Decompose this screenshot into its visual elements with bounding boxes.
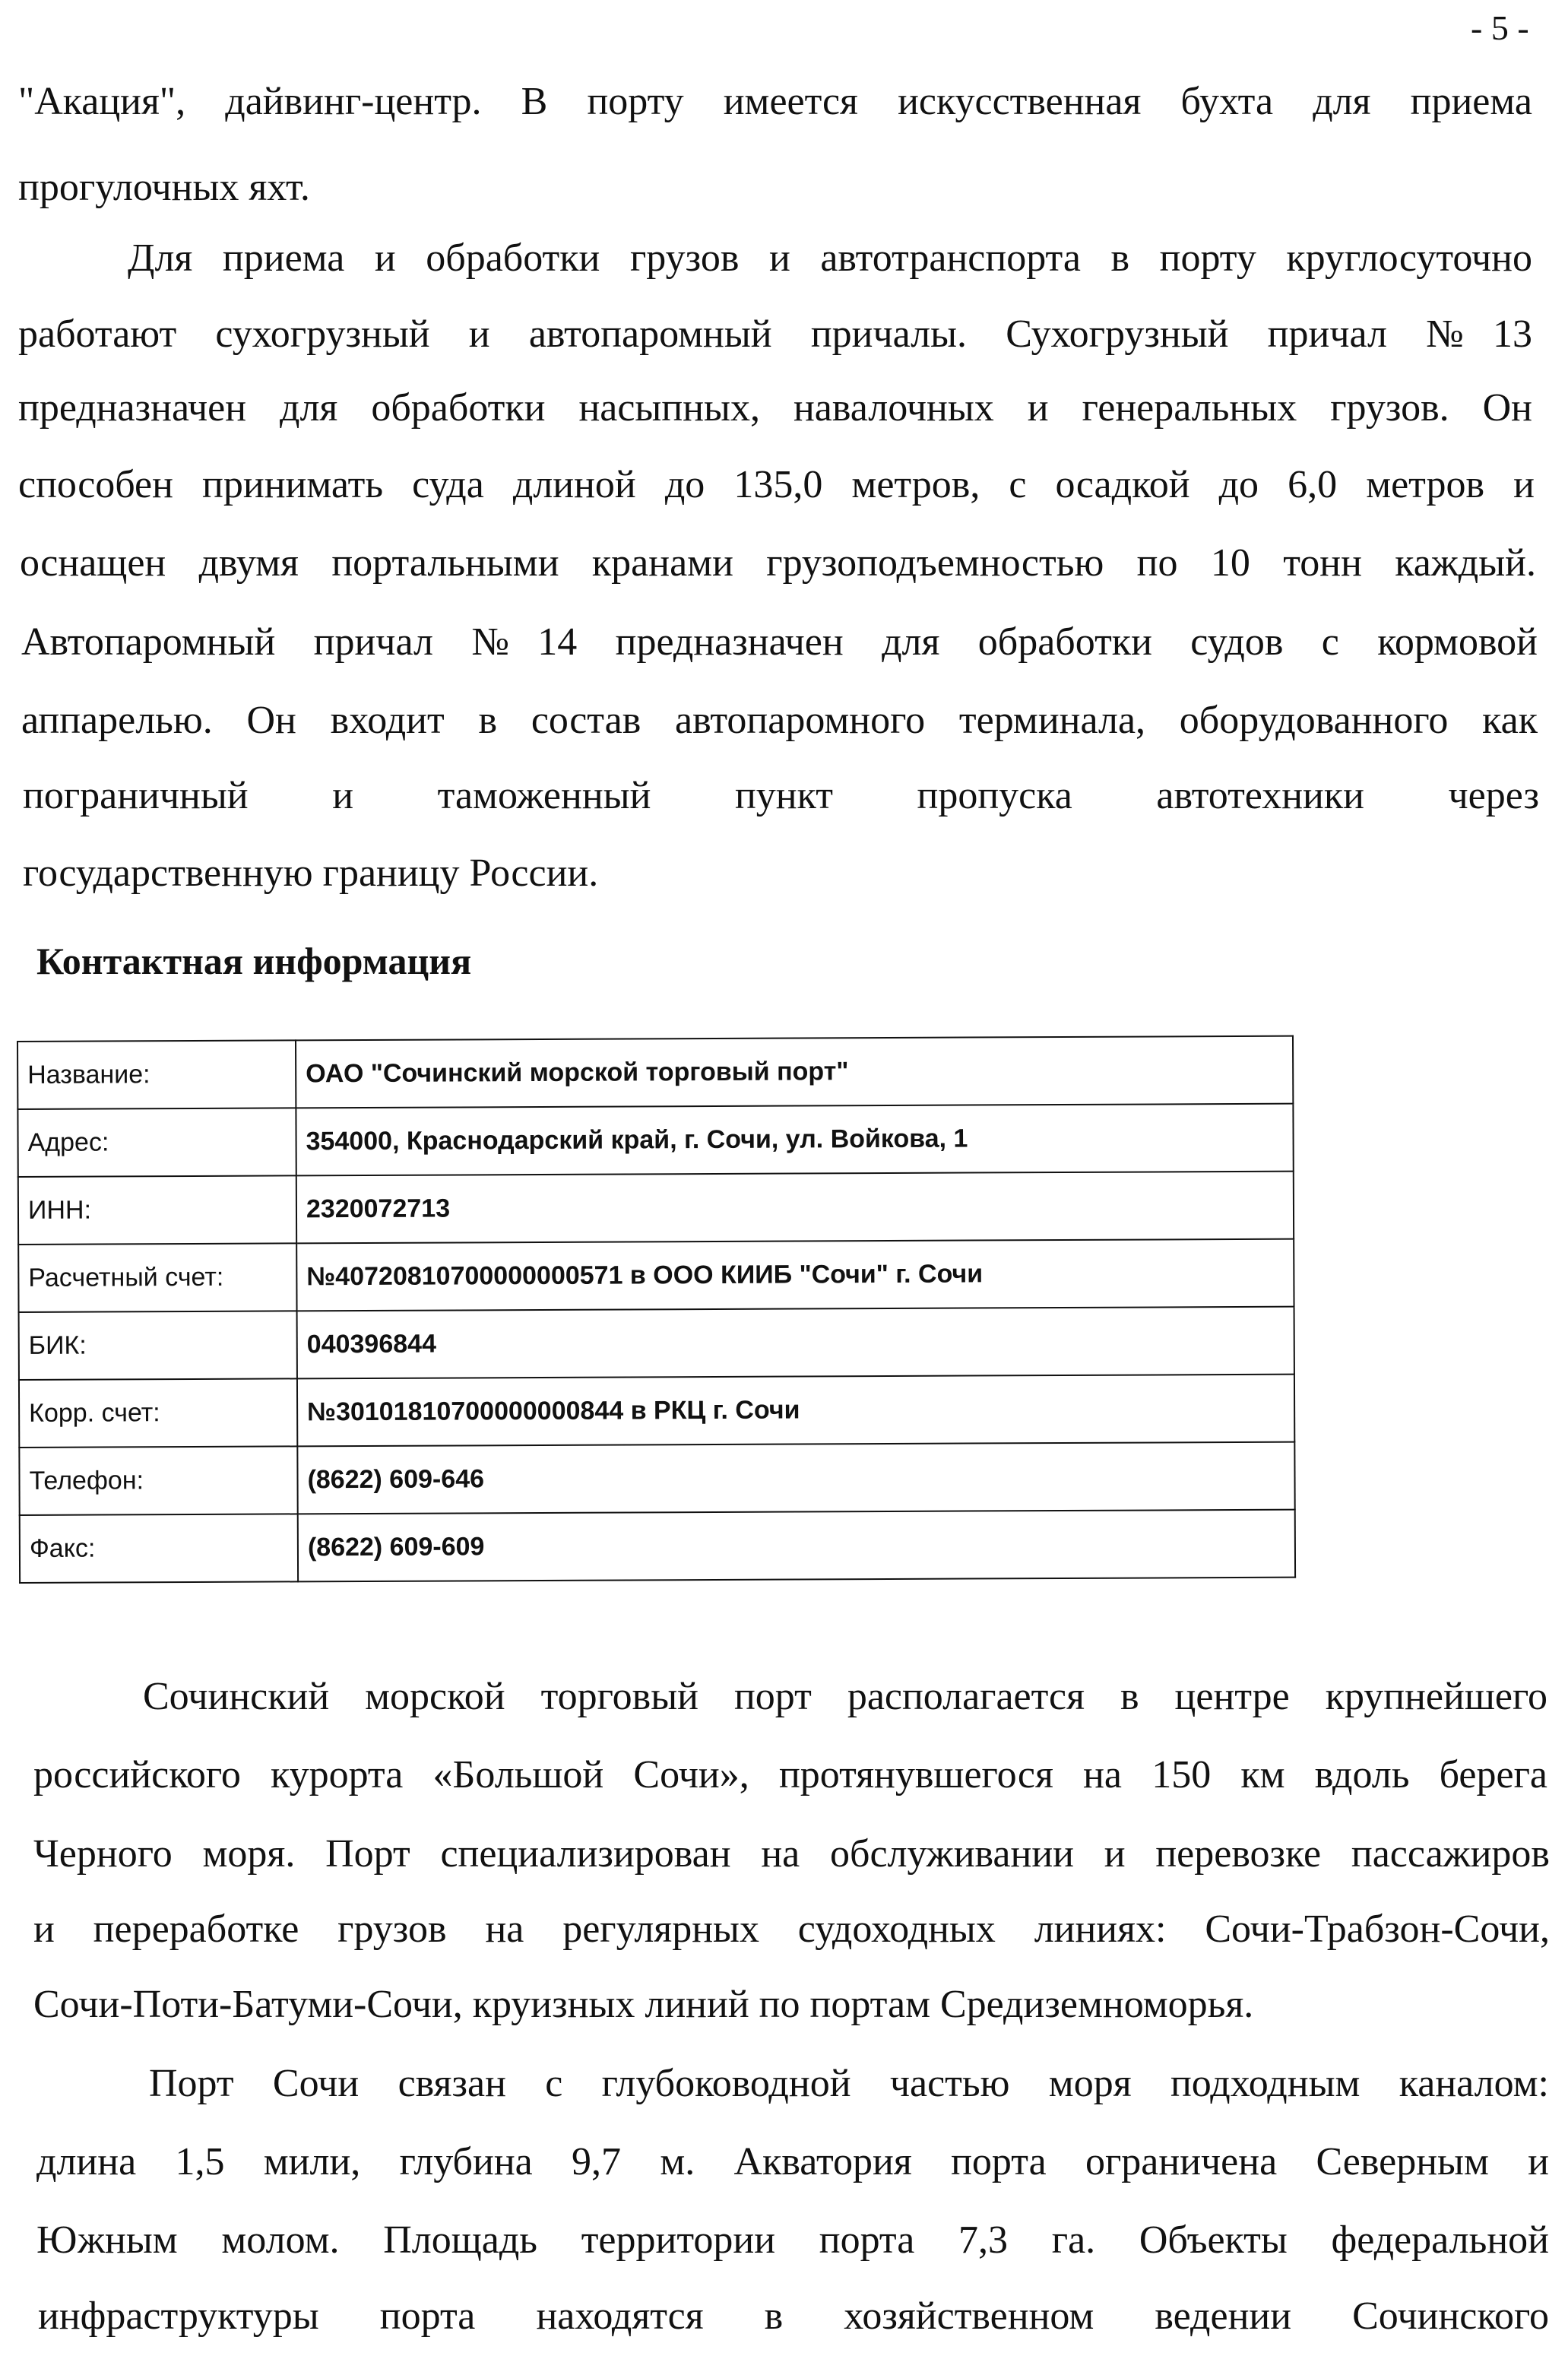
row-value: (8622) 609-646 [297,1442,1294,1514]
row-label: Телефон: [19,1446,297,1515]
text-line: Южным молом. Площадь территории порта 7,3 га. Объекты федеральной [36,2218,1549,2262]
text-line: длина 1,5 мили, глубина 9,7 м. Акватория порта ограничена Северным и [36,2140,1549,2183]
row-label: Расчетный счет: [18,1243,296,1312]
row-label: Факс: [20,1514,298,1583]
table-row [19,1442,1294,1515]
text-line: предназначен для обработки насыпных, навалочных и генеральных грузов. Он [18,386,1532,430]
table-row [18,1239,1294,1312]
row-label: Адрес: [17,1108,296,1177]
row-value: №30101810700000000844 в РКЦ г. Сочи [297,1375,1294,1447]
table-row [17,1036,1293,1109]
text-line: прогулочных яхт. [18,166,310,209]
text-line: пограничный и таможенный пункт пропуска автотехники через [23,774,1539,817]
table-row [17,1104,1293,1177]
row-label: Название: [17,1040,296,1109]
row-label: ИНН: [18,1175,296,1245]
section-heading: Контактная информация [36,940,472,982]
text-line: оснащен двумя портальными кранами грузоподъемностью по 10 тонн каждый. [20,541,1536,585]
page-number: - 5 - [1471,8,1529,47]
table-row [19,1375,1294,1448]
text-line: Сочи-Поти-Батуми-Сочи, круизных линий по портам Средиземноморья. [33,1983,1254,2026]
text-line: Сочинский морской торговый порт располагается в центре крупнейшего [143,1675,1547,1718]
text-line: Черного моря. Порт специализирован на обслуживании и перевозке пассажиров [33,1832,1550,1876]
text-line: аппарелью. Он входит в состав автопаромного терминала, оборудованного как [21,699,1538,742]
text-line: инфраструктуры порта находятся в хозяйственном ведении Сочинского [38,2294,1549,2338]
row-value: 354000, Краснодарский край, г. Сочи, ул. Войкова, 1 [296,1104,1293,1176]
row-label: Корр. счет: [19,1378,297,1448]
table-row [18,1172,1294,1245]
text-line: способен принимать суда длиной до 135,0 метров, с осадкой до 6,0 метров и [18,463,1535,506]
table-row [19,1307,1294,1380]
text-line: Порт Сочи связан с глубоководной частью моря подходным каналом: [149,2062,1549,2105]
row-value: (8622) 609-609 [298,1510,1295,1582]
text-line: российского курорта «Большой Сочи», протянувшегося на 150 км вдоль берега [33,1753,1547,1796]
row-value: ОАО "Сочинский морской торговый порт" [296,1036,1293,1108]
text-line: государственную границу России. [23,851,599,895]
text-line: и переработке грузов на регулярных судоходных линиях: Сочи-Трабзон-Сочи, [33,1907,1550,1951]
row-value: 040396844 [297,1307,1294,1379]
table-row [20,1510,1295,1583]
text-line: Для приема и обработки грузов и автотранспорта в порту круглосуточно [128,236,1532,280]
text-line: Автопаромный причал №14 предназначен для обработки судов с кормовой [21,620,1538,664]
row-value: 2320072713 [296,1172,1294,1244]
row-value: №40720810700000000571 в ООО КИИБ "Сочи" г. Сочи [296,1239,1294,1311]
contact-table [17,1035,1296,1584]
text-line: "Акация", дайвинг-центр. В порту имеется искусственная бухта для приема [18,80,1532,123]
text-line: работают сухогрузный и автопаромный причалы. Сухогрузный причал №13 [18,312,1532,356]
row-label: БИК: [19,1311,297,1380]
